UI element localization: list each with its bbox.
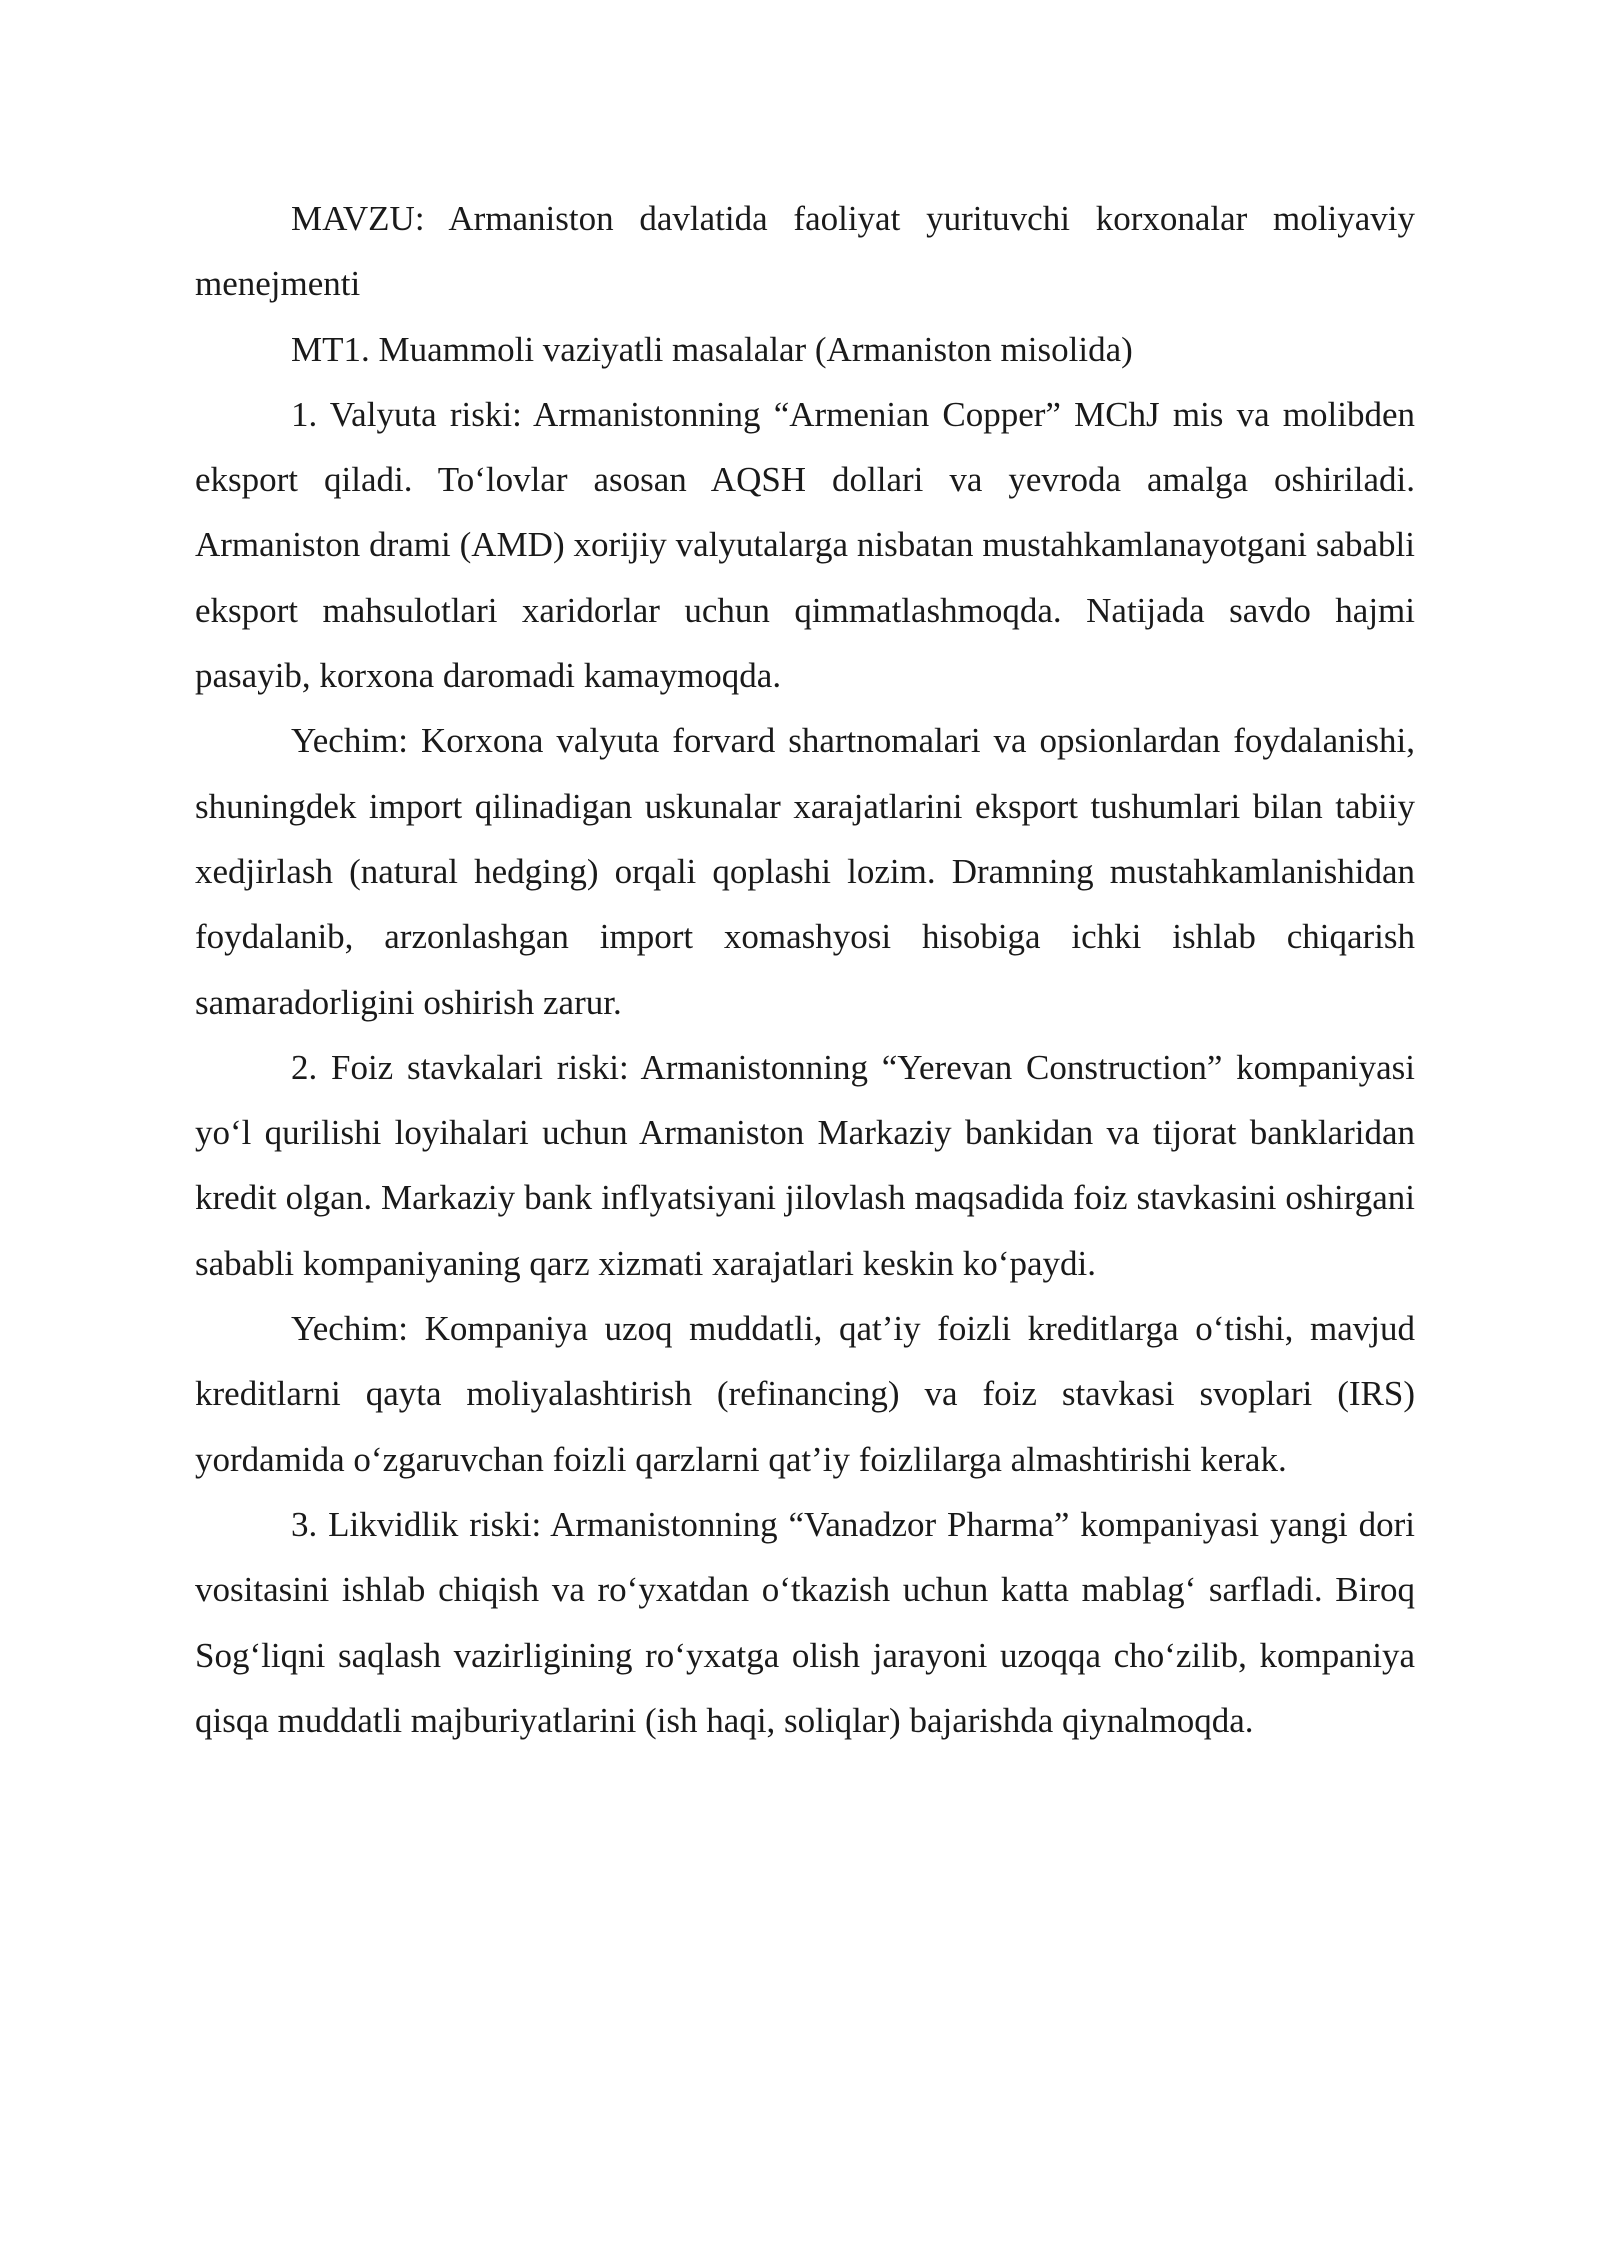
problem-liquidity-risk: 3. Likvidlik riski: Armanistonning “Vanadzor Pharma” kompaniyasi yangi dori vositasini ishlab chiqish va ro‘yxatdan o‘tkazish uchun katta mablag‘ sarfladi. Biroq Sog‘liqni saqlash vazirligining ro‘yxatga olish jarayoni uzoqqa cho‘zilib, kompaniya qisqa muddatli majburiyatlarini (ish haqi, soliqlar) bajarishda qiynalmoqda. bbox=[195, 1504, 1415, 1740]
solution-currency-risk: Yechim: Korxona valyuta forvard shartnomalari va opsionlardan foydalanishi, shuningdek import qilinadigan uskunalar xarajatlarini eksport tushumlari bilan tabiiy xedjirlash (natural hedging) orqali qoplashi lozim. Dramning mustahkamlanishidan foydalanib, arzonlashgan import xomashyosi hisobiga ichki ishlab chiqarish samaradorligini oshirish zarur. bbox=[195, 721, 1415, 1022]
document-body bbox=[195, 186, 1415, 1753]
problem-currency-risk: 1. Valyuta riski: Armanistonning “Armenian Copper” MChJ mis va molibden eksport qiladi. To‘lovlar asosan AQSH dollari va yevroda amalga oshiriladi. Armaniston drami (AMD) xorijiy valyutalarga nisbatan mustahkamlanayotgani sababli eksport mahsulotlari xaridorlar uchun qimmatlashmoqda. Natijada savdo hajmi pasayib, korxona daromadi kamaymoqda. bbox=[195, 394, 1415, 696]
problem-interest-rate-risk: 2. Foiz stavkalari riski: Armanistonning “Yerevan Construction” kompaniyasi yo‘l qurilishi loyihalari uchun Armaniston Markaziy bankidan va tijorat banklaridan kredit olgan. Markaziy bank inflyatsiyani jilovlash maqsadida foiz stavkasini oshirgani sababli kompaniyaning qarz xizmati xarajatlari keskin ko‘paydi. bbox=[195, 1047, 1415, 1283]
section-heading: MT1. Muammoli vaziyatli masalalar (Armaniston misolida) bbox=[291, 329, 1133, 369]
solution-interest-rate-risk: Yechim: Kompaniya uzoq muddatli, qat’iy foizli kreditlarga o‘tishi, mavjud kreditlarni qayta moliyalashtirish (refinancing) va foiz stavkasi svoplari (IRS) yordamida o‘zgaruvchan foizli qarzlarni qat’iy foizlilarga almashtirishi kerak. bbox=[195, 1309, 1415, 1479]
topic-title: MAVZU: Armaniston davlatida faoliyat yurituvchi korxonalar moliyaviy menejmenti bbox=[195, 199, 1415, 304]
